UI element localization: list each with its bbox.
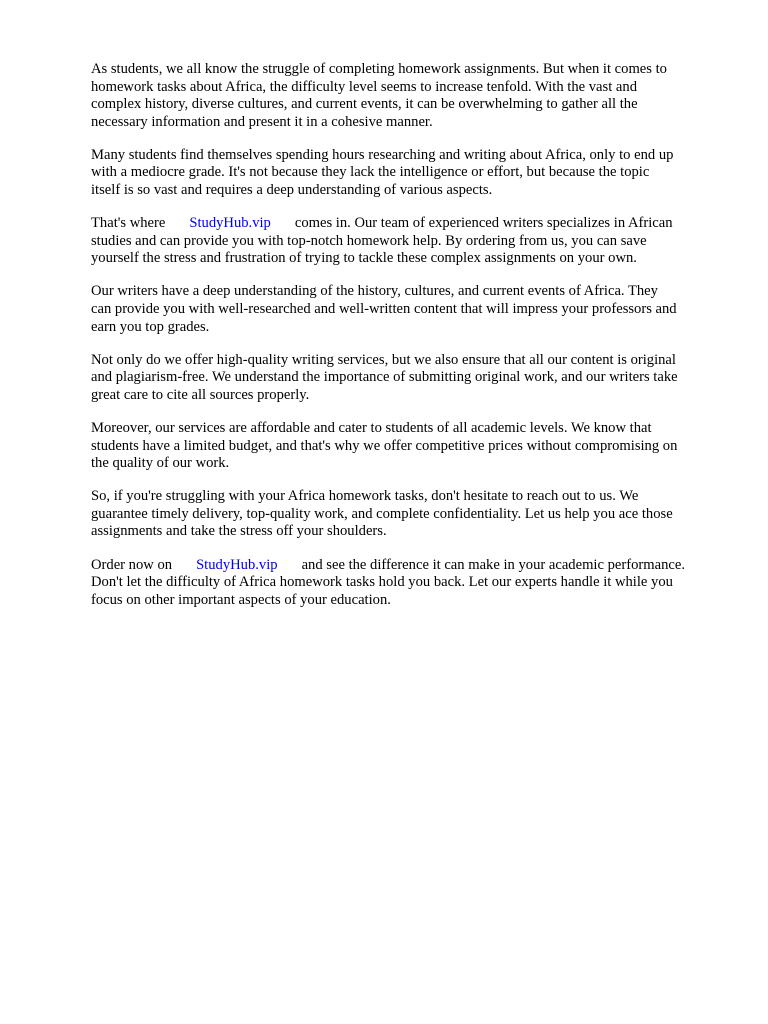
paragraph-quality: Not only do we offer high-quality writing services, but we also ensure that all our content is original and plagiarism-free. We understand the importance of submitting original work, and our writers take great care to cite all sources properly. bbox=[91, 351, 678, 403]
paragraph-text-after-link: comes in. Our team of experienced writers specializes in African studies and can provide you with top-notch homework help. By ordering from us, you can save yourself the stress and frustration of trying to tackle these complex assignments on your own. bbox=[91, 215, 673, 267]
paragraph-studyhub-intro bbox=[91, 215, 731, 268]
paragraph-text-after-link: and see the difference it can make in your academic performance. Don't let the difficulty of Africa homework tasks hold you back. Let our experts handle it while you focus on other important aspects of your education. bbox=[91, 556, 685, 608]
paragraph-struggle: Many students find themselves spending hours researching and writing about Africa, only to end up with a mediocre grade. It's not because they lack the intelligence or effort, but because the topic itself is so vast and requires a deep understanding of various aspects. bbox=[91, 146, 674, 199]
studyhub-link[interactable]: StudyHub.vip bbox=[189, 215, 271, 232]
document-body bbox=[91, 61, 731, 625]
studyhub-order-link[interactable]: StudyHub.vip bbox=[196, 556, 278, 573]
paragraph-text-before-link: Order now on bbox=[91, 556, 173, 573]
paragraph-text-before-link: That's where bbox=[91, 215, 166, 232]
paragraph-reach-out: So, if you're struggling with your Africa homework tasks, don't hesitate to reach out to us. We guarantee timely delivery, top-quality work, and complete confidentiality. Let us help you ace those assignments and take the stress off your shoulders. bbox=[91, 488, 673, 540]
paragraph-writers: Our writers have a deep understanding of the history, cultures, and current events of Africa. They can provide you with well-researched and well-written content that will impress your professors and earn you top grades. bbox=[91, 283, 677, 335]
paragraph-pricing: Moreover, our services are affordable and cater to students of all academic levels. We know that students have a limited budget, and that's why we offer competitive prices without compromising on the quality of our work. bbox=[91, 420, 678, 472]
paragraph-order-now bbox=[91, 557, 731, 610]
paragraph-intro: As students, we all know the struggle of completing homework assignments. But when it comes to homework tasks about Africa, the difficulty level seems to increase tenfold. With the vast and complex history, diverse cultures, and current events, it can be overwhelming to gather all the necessary information and present it in a cohesive manner. bbox=[91, 61, 667, 130]
